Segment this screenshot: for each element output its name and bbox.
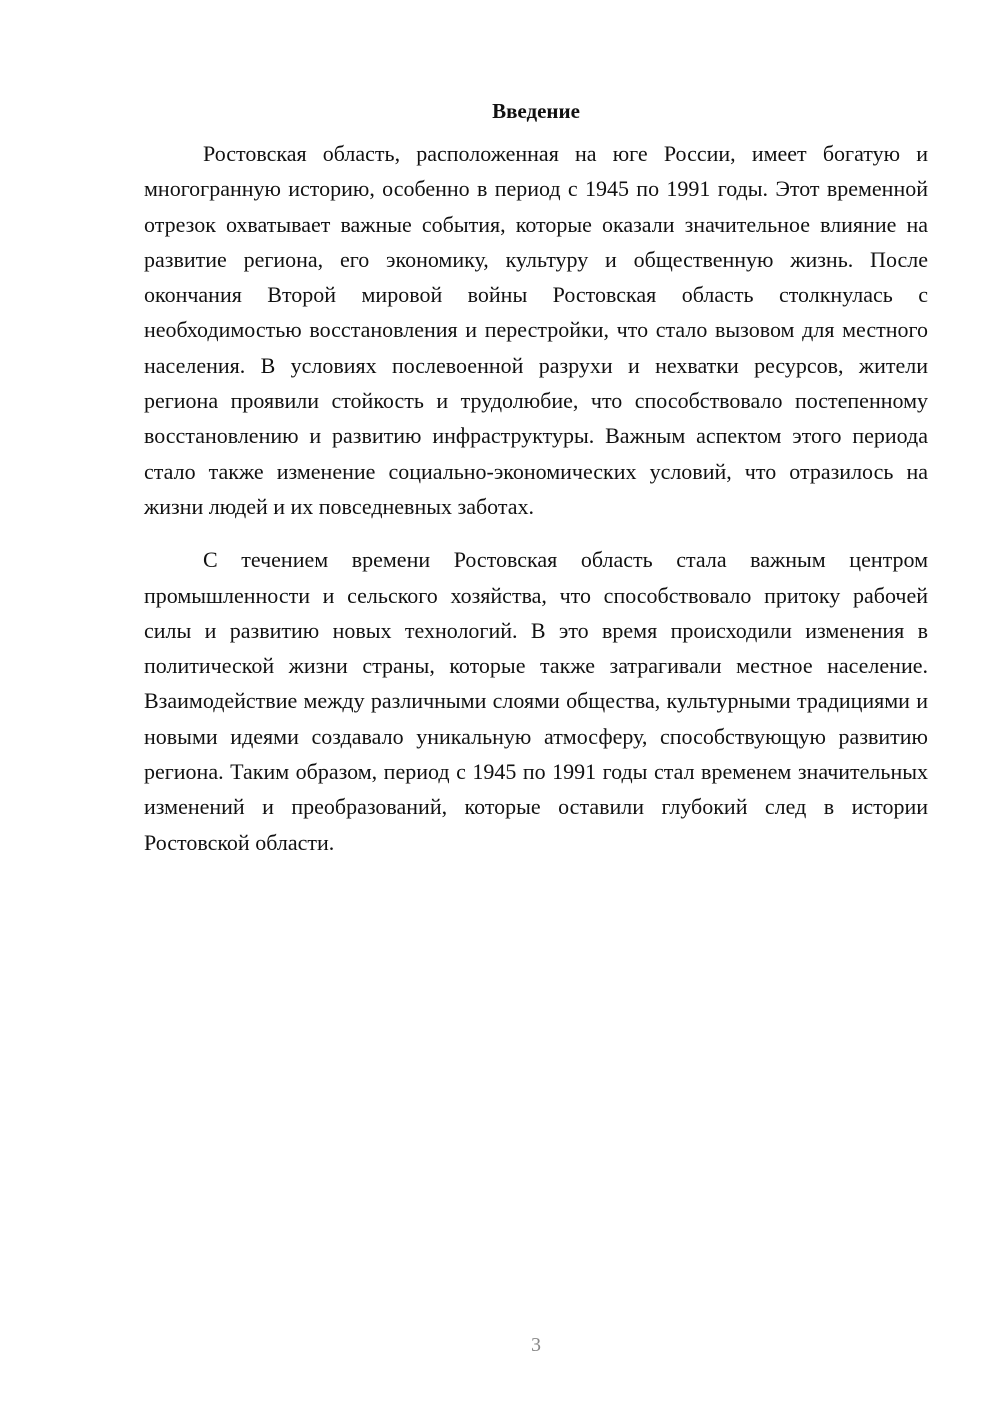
- section-heading: Введение: [492, 99, 580, 123]
- page-content: [144, 96, 928, 860]
- paragraph-1: Ростовская область, расположенная на юге России, имеет богатую и многогранную историю, особенно в период с 1945 по 1991 годы. Этот временной отрезок охватывает важные события, которые оказали значительное влияние на развитие региона, его экономику, культуру и общественную жизнь. После окончания Второй мировой войны Ростовская область столкнулась с необходимостью восстановления и перестройки, что стало вызовом для местного населения. В условиях послевоенной разрухи и нехватки ресурсов, жители региона проявили стойкость и трудолюбие, что способствовало постепенному восстановлению и развитию инфраструктуры. Важным аспектом этого периода стало также изменение социально-экономических условий, что отразилось на жизни людей и их повседневных заботах.: [144, 141, 928, 519]
- paragraph-2: С течением времени Ростовская область стала важным центром промышленности и сельского хозяйства, что способствовало притоку рабочей силы и развитию новых технологий. В это время происходили изменения в политической жизни страны, которые также затрагивали местное население. Взаимодействие между различными слоями общества, культурными традициями и новыми идеями создавало уникальную атмосферу, способствующую развитию региона. Таким образом, период с 1945 по 1991 годы стал временем значительных изменений и преобразований, которые оставили глубокий след в истории Ростовской области.: [144, 547, 928, 855]
- page-number: 3: [531, 1334, 541, 1356]
